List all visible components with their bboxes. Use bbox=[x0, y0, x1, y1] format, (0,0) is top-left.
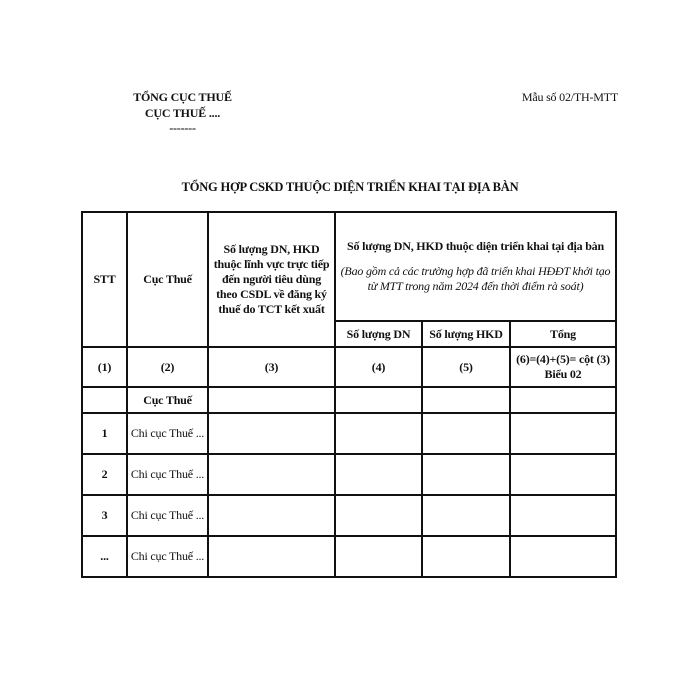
table-cell bbox=[335, 387, 422, 413]
table-cell bbox=[335, 495, 422, 536]
index-row bbox=[82, 347, 616, 387]
table-cell bbox=[208, 536, 335, 577]
header-col5: Số lượng HKD bbox=[422, 321, 510, 347]
table-cell bbox=[82, 387, 127, 413]
table-row bbox=[82, 495, 616, 536]
header-cuc-thue: Cục Thuế bbox=[127, 212, 208, 347]
table-cell bbox=[208, 413, 335, 454]
table-cell bbox=[510, 495, 616, 536]
row-stt: 1 bbox=[82, 413, 127, 454]
table-cell bbox=[510, 454, 616, 495]
report-table bbox=[81, 211, 617, 578]
section-label: Cục Thuế bbox=[127, 387, 208, 413]
agency-line3: ------- bbox=[169, 121, 196, 135]
row-stt: ... bbox=[82, 536, 127, 577]
table-cell bbox=[335, 413, 422, 454]
table-cell bbox=[335, 536, 422, 577]
row-name: Chi cục Thuế ... bbox=[127, 495, 208, 536]
row-stt: 2 bbox=[82, 454, 127, 495]
table-cell bbox=[422, 454, 510, 495]
header-row-1 bbox=[82, 212, 616, 321]
header-col6: Tổng bbox=[510, 321, 616, 347]
table-cell bbox=[510, 413, 616, 454]
table-cell bbox=[208, 495, 335, 536]
index-cell: (5) bbox=[422, 347, 510, 387]
table-row bbox=[82, 454, 616, 495]
index-cell: (4) bbox=[335, 347, 422, 387]
index-cell: (1) bbox=[82, 347, 127, 387]
row-stt: 3 bbox=[82, 495, 127, 536]
table-cell bbox=[510, 387, 616, 413]
agency-line1: TỔNG CỤC THUẾ bbox=[133, 90, 232, 104]
table-cell bbox=[422, 536, 510, 577]
table-row bbox=[82, 413, 616, 454]
agency-line2: CỤC THUẾ .... bbox=[144, 105, 221, 120]
header-col3: Số lượng DN, HKD thuộc lĩnh vực trực tiếp đến người tiêu dùng theo CSDL về đăng ký thuế do TCT kết xuất bbox=[208, 212, 335, 347]
document-title: TỔNG HỢP CSKD THUỘC DIỆN TRIỂN KHAI TẠI ĐỊA BÀN bbox=[181, 180, 519, 194]
table-cell bbox=[208, 454, 335, 495]
form-number: Mẫu số 02/TH-MTT bbox=[521, 90, 618, 104]
agency-header bbox=[100, 90, 265, 137]
table-cell bbox=[208, 387, 335, 413]
header-group-title: Số lượng DN, HKD thuộc diện triển khai tại địa bàn bbox=[347, 239, 604, 253]
header-group-note: (Bao gồm cả các trường hợp đã triển khai HĐĐT khởi tạo từ MTT trong năm 2024 đến thời điểm rà soát) bbox=[340, 264, 611, 293]
row-name: Chi cục Thuế ... bbox=[127, 413, 208, 454]
row-name: Chi cục Thuế ... bbox=[127, 454, 208, 495]
table-cell bbox=[422, 387, 510, 413]
index-cell: (3) bbox=[208, 347, 335, 387]
table-cell bbox=[510, 536, 616, 577]
header-group bbox=[335, 212, 616, 321]
table-cell bbox=[422, 413, 510, 454]
header-stt: STT bbox=[82, 212, 127, 347]
table-cell bbox=[422, 495, 510, 536]
section-row bbox=[82, 387, 616, 413]
table-cell bbox=[335, 454, 422, 495]
index-cell: (2) bbox=[127, 347, 208, 387]
row-name: Chi cục Thuế ... bbox=[127, 536, 208, 577]
index-cell: (6)=(4)+(5)= cột (3) Biểu 02 bbox=[510, 347, 616, 387]
header-col4: Số lượng DN bbox=[335, 321, 422, 347]
table-row bbox=[82, 536, 616, 577]
